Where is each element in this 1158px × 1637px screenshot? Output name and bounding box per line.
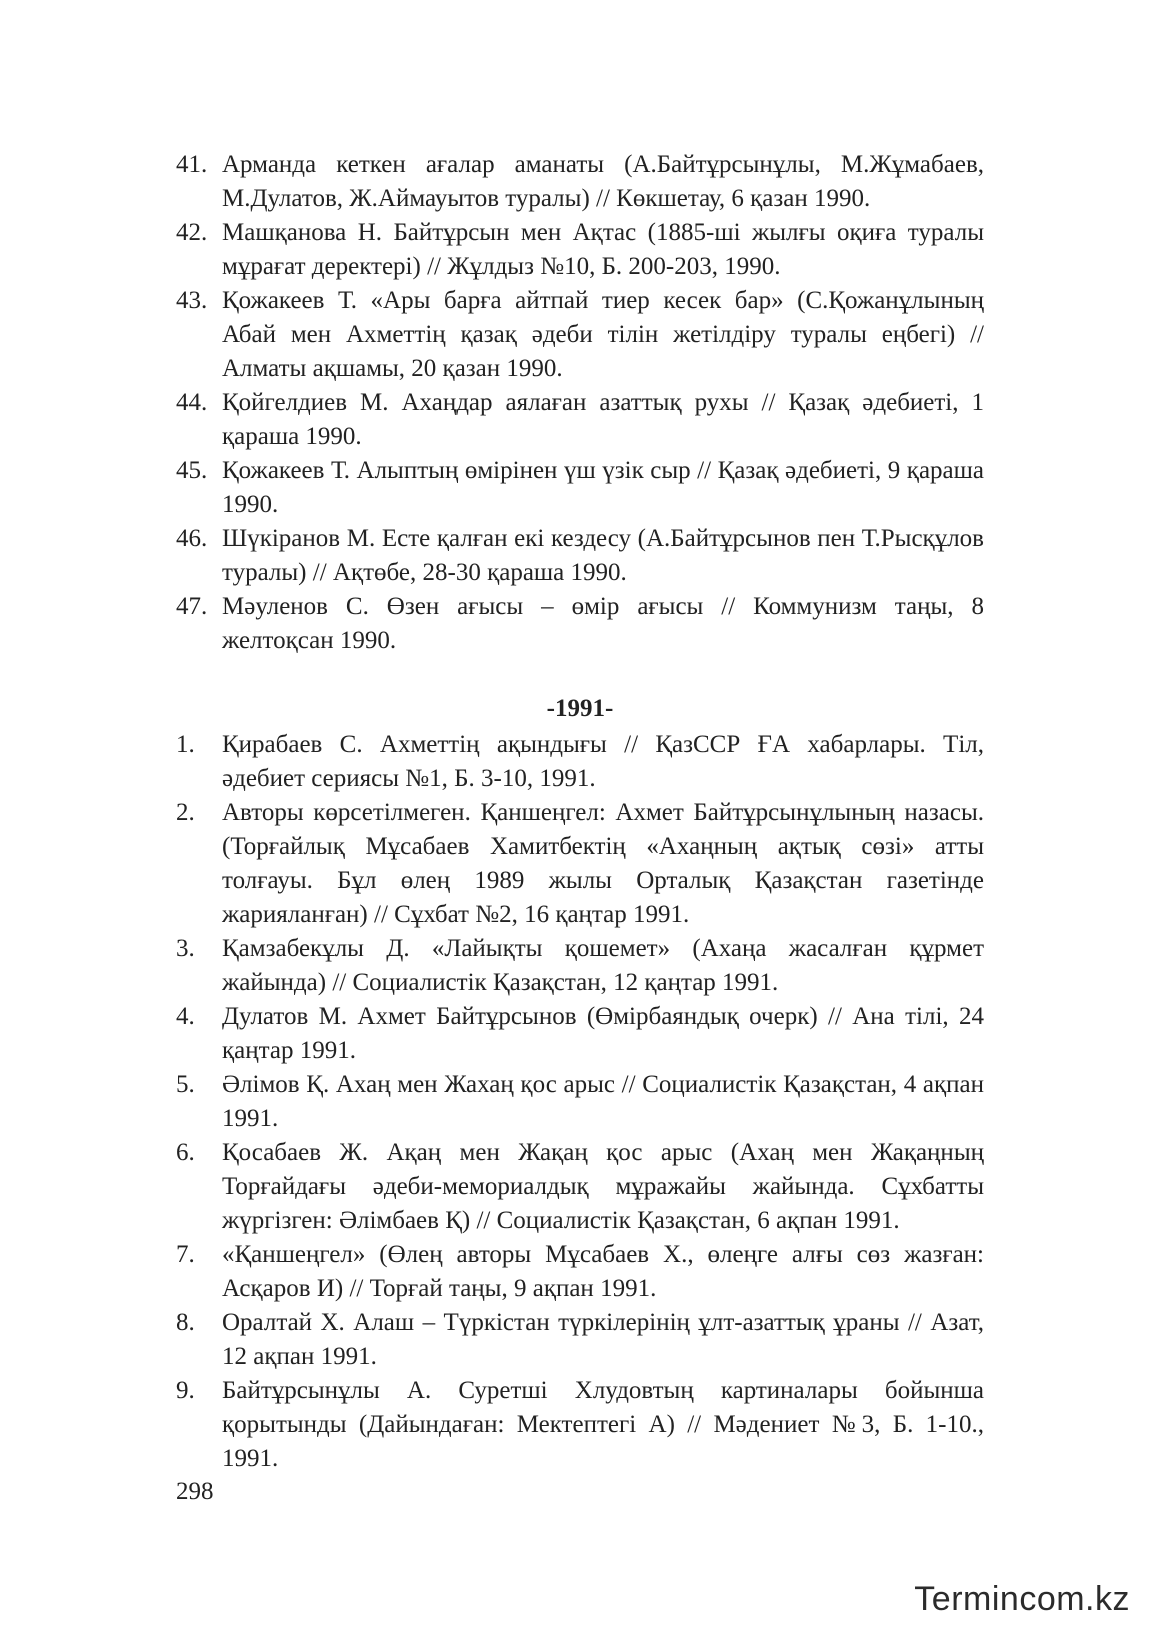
list-item (176, 1374, 984, 1476)
list-item (176, 1000, 984, 1068)
item-text: Қожакеев Т. «Ары барға айтпай тиер кесек бар» (С.Қожанұлының Абай мен Ахметтің қазақ әдеби тілін жетілдіру туралы еңбегі) // Алматы ақшамы, 20 қазан 1990. (222, 287, 984, 382)
item-text: Авторы көрсетілмеген. Қаншеңгел: Ахмет Байтұрсынұлының назасы. (Торғайлық Мұсабаев Хамитбектің «Ахаңның ақтық сөзі» атты толғауы. Бұл өлең 1989 жылы Орталық Қазақстан газетінде жарияланған) // Сұхбат №2, 16 қаңтар 1991. (222, 799, 984, 928)
list-item (176, 796, 984, 932)
reference-list-1990 (176, 148, 984, 658)
item-text: Қамзабекұлы Д. «Лайықты қошемет» (Ахаңа жасалған құрмет жайында) // Социалистік Қазақстан, 12 қаңтар 1991. (222, 935, 984, 996)
item-text: «Қаншеңгел» (Өлең авторы Мұсабаев Х., өлеңге алғы сөз жазған: Асқаров И) // Торғай таңы, 9 ақпан 1991. (222, 1241, 984, 1302)
year-heading: -1991- (546, 695, 614, 722)
item-number: 47. (176, 593, 208, 620)
list-item (176, 590, 984, 658)
item-number: 7. (176, 1241, 195, 1268)
reference-list-1991 (176, 728, 984, 1476)
item-text: Арманда кеткен ағалар аманаты (А.Байтұрсынұлы, М.Жұмабаев, М.Дулатов, Ж.Аймауытов туралы) // Көкшетау, 6 қазан 1990. (222, 151, 984, 212)
list-item (176, 1068, 984, 1136)
list-item (176, 1238, 984, 1306)
item-number: 5. (176, 1071, 195, 1098)
list-item (176, 1136, 984, 1238)
item-text: Әлімов Қ. Ахаң мен Жахаң қос арыс // Социалистік Қазақстан, 4 ақпан 1991. (222, 1071, 984, 1132)
list-item (176, 386, 984, 454)
item-text: Қойгелдиев М. Ахаңдар аялаған азаттық рухы // Қазақ әдебиеті, 1 қараша 1990. (222, 389, 984, 450)
item-text: Қожакеев Т. Алыптың өмірінен үш үзік сыр // Қазақ әдебиеті, 9 қараша 1990. (222, 457, 984, 518)
item-number: 2. (176, 799, 195, 826)
list-item (176, 728, 984, 796)
item-number: 41. (176, 151, 208, 178)
list-item (176, 216, 984, 284)
document-body (176, 148, 984, 1476)
item-number: 3. (176, 935, 195, 962)
item-number: 43. (176, 287, 208, 314)
item-number: 4. (176, 1003, 195, 1030)
item-number: 9. (176, 1377, 195, 1404)
list-item (176, 1306, 984, 1374)
item-number: 6. (176, 1139, 195, 1166)
item-number: 42. (176, 219, 208, 246)
item-number: 8. (176, 1309, 195, 1336)
item-number: 44. (176, 389, 208, 416)
item-text: Қирабаев С. Ахметтің ақындығы // ҚазССР ҒА хабарлары. Тіл, әдебиет сериясы №1, Б. 3-10, 1991. (222, 731, 984, 792)
item-number: 45. (176, 457, 208, 484)
list-item (176, 284, 984, 386)
list-item (176, 932, 984, 1000)
item-number: 46. (176, 525, 208, 552)
item-text: Оралтай Х. Алаш – Түркістан түркілерінің ұлт-азаттық ұраны // Азат, 12 ақпан 1991. (222, 1309, 984, 1370)
item-text: Дулатов М. Ахмет Байтұрсынов (Өмірбаяндық очерк) // Ана тілі, 24 қаңтар 1991. (222, 1003, 984, 1064)
item-number: 1. (176, 731, 195, 758)
item-text: Байтұрсынұлы А. Суретші Хлудовтың картиналары бойынша қорытынды (Дайындаған: Мектептегі А) // Мәдениет №3, Б. 1-10., 1991. (222, 1377, 984, 1472)
item-text: Машқанова Н. Байтұрсын мен Ақтас (1885-ші жылғы оқиға туралы мұрағат деректері) // Жұлдыз №10, Б. 200-203, 1990. (222, 219, 984, 280)
list-item (176, 522, 984, 590)
page-number: 298 (176, 1478, 214, 1505)
item-text: Қосабаев Ж. Ақаң мен Жақаң қос арыс (Ахаң мен Жақаңның Торғайдағы әдеби-мемориалдық мұражайы жайында. Сұхбатты жүргізген: Әлімбаев Қ) // Социалистік Қазақстан, 6 ақпан 1991. (222, 1139, 984, 1234)
item-text: Мәуленов С. Өзен ағысы – өмір ағысы // Коммунизм таңы, 8 желтоқсан 1990. (222, 593, 984, 654)
item-text: Шүкіранов М. Есте қалған екі кездесу (А.Байтұрсынов пен Т.Рысқұлов туралы) // Ақтөбе, 28-30 қараша 1990. (222, 525, 984, 586)
watermark-logo: Termincom.kz (914, 1580, 1130, 1618)
list-item (176, 148, 984, 216)
list-item (176, 454, 984, 522)
